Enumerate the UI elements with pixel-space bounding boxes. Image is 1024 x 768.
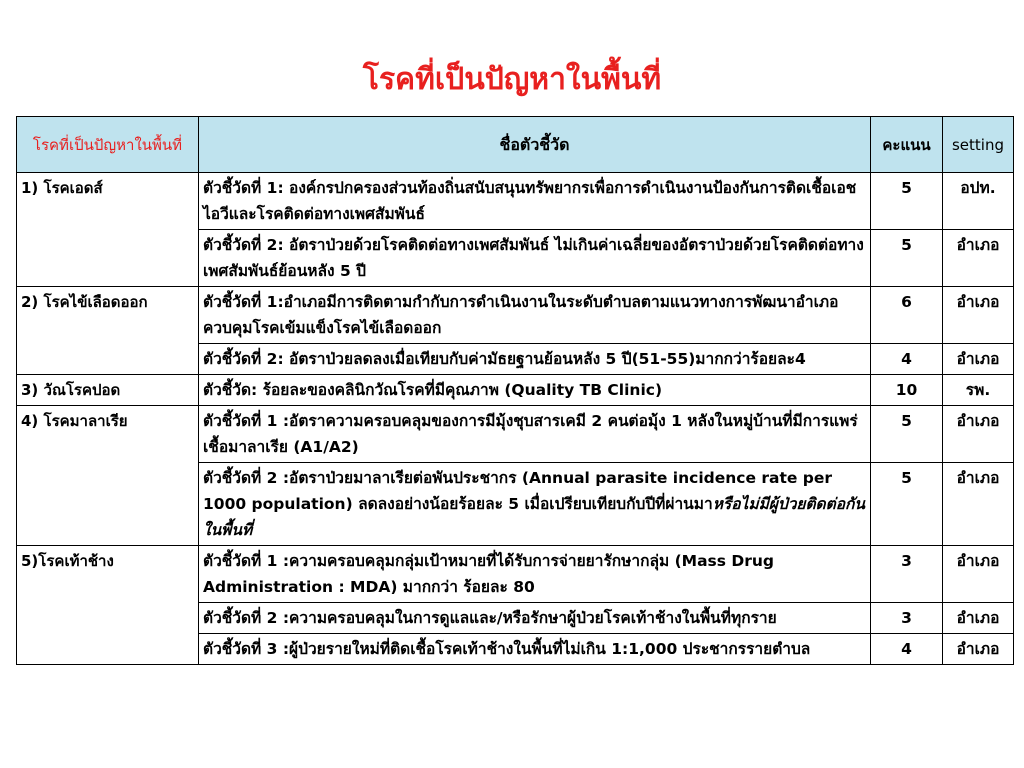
setting-cell: อำเภอ: [943, 463, 1014, 546]
indicator-cell: ตัวชี้วัดที่ 1 :ความครอบคลุมกลุ่มเป้าหมายที่ได้รับการจ่ายยารักษากลุ่ม (Mass Drug Administration : MDA) มากกว่า ร้อยละ 80: [199, 546, 871, 603]
score-cell: 3: [871, 546, 943, 603]
setting-cell: รพ.: [943, 375, 1014, 406]
setting-cell: อำเภอ: [943, 230, 1014, 287]
score-cell: 10: [871, 375, 943, 406]
disease-cell: 5)โรคเท้าช้าง: [17, 546, 199, 665]
disease-cell: 4) โรคมาลาเรีย: [17, 406, 199, 546]
score-cell: 5: [871, 463, 943, 546]
score-cell: 5: [871, 406, 943, 463]
score-cell: 4: [871, 634, 943, 665]
table-row: [17, 406, 1014, 463]
table-row: [17, 546, 1014, 603]
score-cell: 3: [871, 603, 943, 634]
indicator-cell: [199, 463, 871, 546]
score-cell: 5: [871, 230, 943, 287]
header-indicator: ชื่อตัวชี้วัด: [199, 117, 871, 173]
indicator-cell: ตัวชี้วัดที่ 1:อำเภอมีการติดตามกำกับการดำเนินงานในระดับตำบลตามแนวทางการพัฒนาอำเภอควบคุมโรคเข้มแข็งโรคไข้เลือดออก: [199, 287, 871, 344]
indicator-cell: ตัวชี้วัดที่ 2: อัตราป่วยลดลงเมื่อเทียบกับค่ามัธยฐานย้อนหลัง 5 ปี(51-55)มากกว่าร้อยละ4: [199, 344, 871, 375]
setting-cell: อำเภอ: [943, 603, 1014, 634]
setting-cell: อำเภอ: [943, 344, 1014, 375]
disease-cell: 1) โรคเอดส์: [17, 173, 199, 287]
table-row: [17, 375, 1014, 406]
setting-cell: อำเภอ: [943, 287, 1014, 344]
setting-cell: อำเภอ: [943, 634, 1014, 665]
score-cell: 5: [871, 173, 943, 230]
indicator-cell: ตัวชี้วัดที่ 1 :อัตราความครอบคลุมของการมีมุ้งชุบสารเคมี 2 คนต่อมุ้ง 1 หลังในหมู่บ้านที่มีการแพร่เชื้อมาลาเรีย (A1/A2): [199, 406, 871, 463]
header-setting: setting: [943, 117, 1014, 173]
indicator-cell: ตัวชี้วัดที่ 2 :ความครอบคลุมในการดูแลและ/หรือรักษาผู้ป่วยโรคเท้าช้างในพื้นที่ทุกราย: [199, 603, 871, 634]
indicator-table: [16, 116, 1014, 665]
setting-cell: อปท.: [943, 173, 1014, 230]
header-score: คะแนน: [871, 117, 943, 173]
indicator-cell: ตัวชี้วัดที่ 1: องค์กรปกครองส่วนท้องถิ่นสนับสนุนทรัพยากรเพื่อการดำเนินงานป้องกันการติดเชื้อเอชไอวีและโรคติดต่อทางเพศสัมพันธ์: [199, 173, 871, 230]
indicator-emphasis: หรือไม่มีผู้ป่วยติดต่อกันในพื้นที่: [203, 495, 865, 539]
table-row: [17, 173, 1014, 230]
slide-title: โรคที่เป็นปัญหาในพื้นที่: [362, 62, 662, 97]
header-disease: โรคที่เป็นปัญหาในพื้นที่: [17, 117, 199, 173]
indicator-cell: ตัวชี้วัด: ร้อยละของคลินิกวัณโรคที่มีคุณภาพ (Quality TB Clinic): [199, 375, 871, 406]
table-row: [17, 287, 1014, 344]
indicator-cell: ตัวชี้วัดที่ 2: อัตราป่วยด้วยโรคติดต่อทางเพศสัมพันธ์ ไม่เกินค่าเฉลี่ยของอัตราป่วยด้วยโรคติดต่อทางเพศสัมพันธ์ย้อนหลัง 5 ปี: [199, 230, 871, 287]
score-cell: 6: [871, 287, 943, 344]
indicator-cell: ตัวชี้วัดที่ 3 :ผู้ป่วยรายใหม่ที่ติดเชื้อโรคเท้าช้างในพื้นที่ไม่เกิน 1:1,000 ประชากรรายตำบล: [199, 634, 871, 665]
setting-cell: อำเภอ: [943, 546, 1014, 603]
table-header-row: [17, 117, 1014, 173]
score-cell: 4: [871, 344, 943, 375]
indicator-text: ตัวชี้วัดที่ 2 :อัตราป่วยมาลาเรียต่อพันประชากร (Annual parasite incidence rate per 1000 population) ลดลงอย่างน้อยร้อยละ 5 เมื่อเปรียบเทียบกับปีที่ผ่านมา: [203, 469, 833, 513]
setting-cell: อำเภอ: [943, 406, 1014, 463]
disease-cell: 2) โรคไข้เลือดออก: [17, 287, 199, 375]
disease-cell: 3) วัณโรคปอด: [17, 375, 199, 406]
